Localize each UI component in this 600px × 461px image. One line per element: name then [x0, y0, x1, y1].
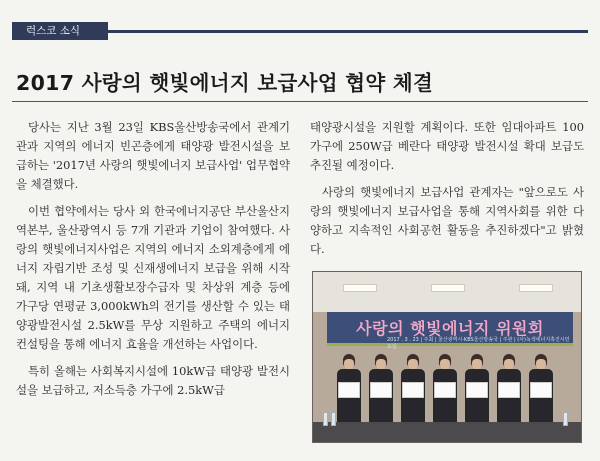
table: [313, 422, 581, 443]
paragraph: 사랑의 햇빛에너지 보급사업 관계자는 "앞으로도 사랑의 햇빛에너지 보급사업을 통해 지역사회를 위한 다양하고 지속적인 사회공헌 활동을 추진하겠다"고 밝혔다.: [310, 185, 584, 256]
paragraph: 당사는 지난 3월 23일 KBS울산방송국에서 관계기관과 지역의 에너지 빈곤층에게 태양광 발전시설을 보급하는 '2017년 사랑의 햇빛에너지 보급사업' 업무협약을 체결했다.: [16, 120, 290, 191]
section-header: [12, 22, 588, 40]
water-bottle: [331, 412, 336, 426]
article-left-column: [16, 118, 290, 408]
banner-subtitle: 2017 . 3 . 23 | 주최 | 울산광역시·KBS울산방송국 | 주관 | (사)녹색에너지촉진시민포럼: [387, 337, 570, 350]
section-divider: [108, 30, 588, 33]
section-label: 럭스코 소식: [12, 22, 108, 40]
banner-title: 사랑의 햇빛에너지 위원회: [356, 319, 544, 338]
photo-ceiling: [313, 272, 581, 312]
article-right-column: [310, 118, 584, 267]
ceiling-light: [519, 284, 553, 292]
ceiling-light: [343, 284, 377, 292]
ceiling-light: [431, 284, 465, 292]
event-banner: [327, 312, 573, 350]
water-bottle: [323, 412, 328, 426]
article-headline: 2017 사랑의 햇빛에너지 보급사업 협약 체결: [16, 71, 434, 95]
paragraph: 이번 협약에서는 당사 외 한국에너지공단 부산울산지역본부, 울산광역시 등 7개 기관과 기업이 참여했다. 사랑의 햇빛에너지사업은 지역의 에너지 소외계층에게 에너지 자립기반 조성 및 신재생에너지 보급을 위해 시작돼, 지역 내 기초생활보장수급자 및 차상위 계층 등에 가구당 연평균 3,000kWh의 전기를 생산할 수 있는 태양광발전시설 2.5kW를 무상 지원하고 주택의 에너지컨설팅을 통해 에너지 효율을 개선하는 사업이다.: [16, 204, 290, 351]
paragraph: 태양광시설을 지원할 계획이다. 또한 임대아파트 100가구에 250W급 베란다 태양광 발전시설 확대 보급도 추진될 예정이다.: [310, 120, 584, 172]
headline-rule: [12, 101, 588, 102]
article-photo: [312, 271, 582, 443]
water-bottle: [563, 412, 568, 426]
paragraph: 특히 올해는 사회복지시설에 10kW급 태양광 발전시설을 보급하고, 저소득층 가구에 2.5kW급: [16, 364, 290, 397]
